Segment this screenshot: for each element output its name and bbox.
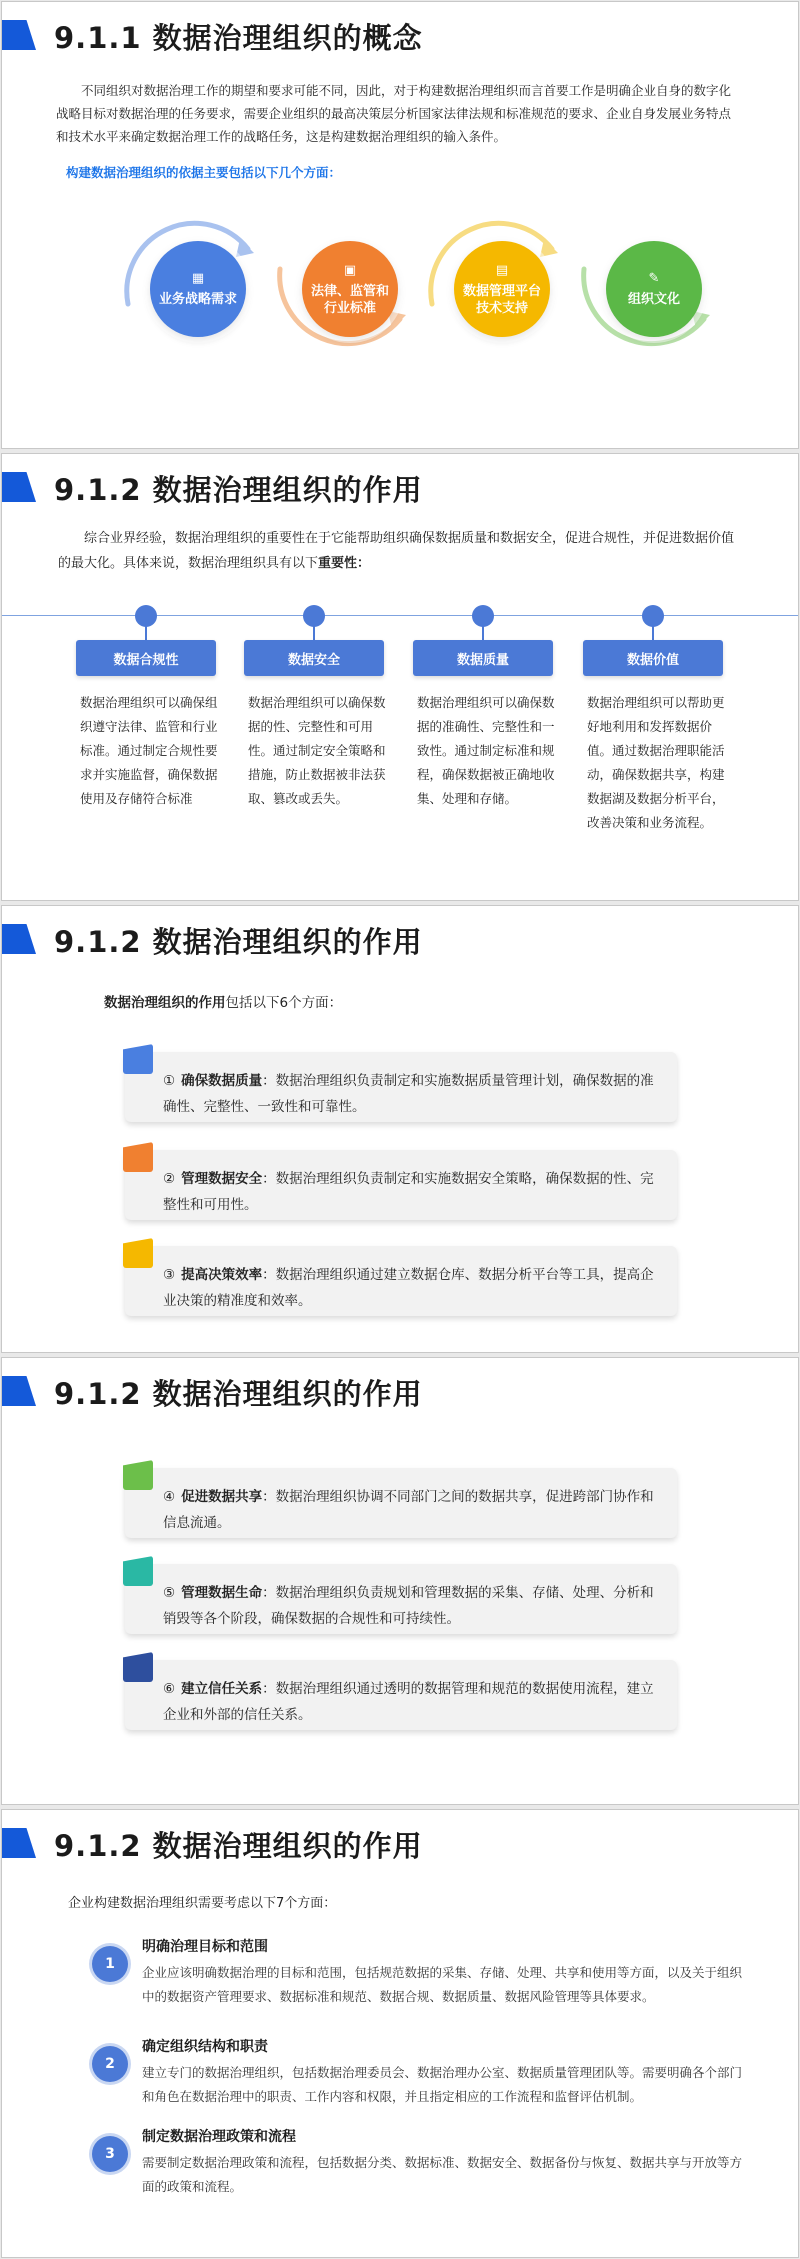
step-description: 建立专门的数据治理组织，包括数据治理委员会、数据治理办公室、数据质量管理团队等。需要明确各个部门和角色在数据治理中的职责、工作内容和权限，并且指定相应的工作流程和监督评估机制。 (142, 2065, 743, 2104)
title-marker-icon (2, 924, 36, 954)
step-title: 明确治理目标和范围 (142, 1939, 268, 1955)
importance-label: 数据合规性 (76, 640, 216, 676)
roles-intro-bold: 数据治理组织的作用 (104, 995, 226, 1011)
card-number: ④ (163, 1489, 176, 1505)
basis-label: 法律、监管和行业标准 (310, 283, 389, 316)
slide-role-importance (1, 453, 799, 901)
slide-title: 9.1.2 数据治理组织的作用 (54, 1829, 423, 1863)
step-description: 需要制定数据治理政策和流程，包括数据分类、数据标准、数据安全、数据备份与恢复、数据共享与开放等方面的政策和流程。 (142, 2155, 743, 2194)
card-text: ：数据治理组织协调不同部门之间的数据共享，促进跨部门协作和信息流通。 (163, 1489, 654, 1531)
importance-description: 数据治理组织可以确保数据的准确性、完整性和一致性。通过制定标准和规程，确保数据被正确地收集、处理和存储。 (417, 695, 555, 806)
importance-description: 数据治理组织可以帮助更好地利用和发挥数据价值。通过数据治理职能活动，确保数据共享，构建数据湖及数据分析平台，改善决策和业务流程。 (587, 695, 725, 830)
timeline-connector (652, 626, 654, 640)
importance-label: 数据价值 (583, 640, 723, 676)
step-title: 确定组织结构和职责 (142, 2039, 268, 2055)
timeline-connector (482, 626, 484, 640)
card-tab-icon (123, 1652, 153, 1682)
card-text: ：数据治理组织负责规划和管理数据的采集、存储、处理、分析和销毁等各个阶段，确保数据的合规性和可持续性。 (163, 1585, 654, 1627)
step-number: 2 (92, 2046, 128, 2082)
importance-description: 数据治理组织可以确保组织遵守法律、监管和行业标准。通过制定合规性要求并实施监督，确保数据使用及存储符合标准 (80, 695, 218, 806)
document-icon: ▦ (191, 271, 205, 286)
card-number: ⑥ (163, 1681, 176, 1697)
step-title: 制定数据治理政策和流程 (142, 2129, 296, 2145)
slide-build-considerations (1, 1809, 799, 2258)
slide-role-list-2 (1, 1357, 799, 1805)
timeline-connector (145, 626, 147, 640)
card-heading: 管理数据生命 (181, 1585, 263, 1601)
slide-title: 9.1.2 数据治理组织的作用 (54, 473, 423, 507)
role-card (125, 1660, 677, 1730)
slide-title: 9.1.2 数据治理组织的作用 (54, 925, 423, 959)
timeline-dot (472, 605, 494, 627)
timeline-dot (642, 605, 664, 627)
basis-circle (606, 241, 702, 337)
card-heading: 建立信任关系 (181, 1681, 263, 1697)
importance-paragraph (58, 526, 740, 576)
card-heading: 促进数据共享 (181, 1489, 263, 1505)
card-text: ：数据治理组织负责制定和实施数据质量管理计划，确保数据的准确性、完整性、一致性和可靠性。 (163, 1073, 654, 1115)
card-tab-icon (123, 1238, 153, 1268)
card-text: ：数据治理组织通过建立数据仓库、数据分析平台等工具，提高企业决策的精准度和效率。 (163, 1267, 654, 1309)
card-number: ① (163, 1073, 176, 1089)
title-marker-icon (2, 1376, 36, 1406)
step-description: 企业应该明确数据治理的目标和范围，包括规范数据的采集、存储、处理、共享和使用等方面，以及关于组织中的数据资产管理要求、数据标准和规范、数据合规、数据质量、数据风险管理等具体要求。 (142, 1965, 743, 2004)
basis-circle-group (574, 209, 724, 359)
role-card (125, 1468, 677, 1538)
card-tab-icon (123, 1142, 153, 1172)
timeline-dot (135, 605, 157, 627)
card-tab-icon (123, 1556, 153, 1586)
role-card (125, 1150, 677, 1220)
roles-intro (104, 991, 342, 1011)
importance-label: 数据安全 (244, 640, 384, 676)
document-icon: ▤ (495, 262, 509, 278)
card-text: ：数据治理组织通过透明的数据管理和规范的数据使用流程，建立企业和外部的信任关系。 (163, 1681, 654, 1723)
basis-circle (150, 241, 246, 337)
considerations-intro: 企业构建数据治理组织需要考虑以下7个方面： (68, 1896, 337, 1911)
timeline-connector (313, 626, 315, 640)
basis-label: 组织文化 (627, 292, 680, 307)
card-heading: 提高决策效率 (181, 1267, 263, 1283)
step-number: 3 (92, 2136, 128, 2172)
role-card (125, 1564, 677, 1634)
importance-label: 数据质量 (413, 640, 553, 676)
intro-paragraph: 不同组织对数据治理工作的期望和要求可能不同，因此，对于构建数据治理组织而言首要工作是明确企业自身的数字化战略目标对数据治理的任务要求，需要企业组织的最高决策层分析国家法律法规和标准规范的要求、企业自身发展业务特点和技术水平来确定数据治理工作的战略任务，这是构建数据治理组织的输入条件。 (56, 83, 732, 144)
basis-circle (454, 241, 550, 337)
basis-heading: 构建数据治理组织的依据主要包括以下几个方面： (66, 165, 342, 180)
basis-label: 业务战略需求 (158, 292, 237, 307)
card-heading: 管理数据安全 (181, 1171, 263, 1187)
card-heading: 确保数据质量 (181, 1073, 263, 1089)
role-card (125, 1052, 677, 1122)
title-marker-icon (2, 20, 36, 50)
card-number: ⑤ (163, 1585, 176, 1601)
basis-circle-group (118, 209, 268, 359)
basis-circle-group (422, 209, 572, 359)
slide-concept (1, 1, 799, 449)
card-tab-icon (123, 1044, 153, 1074)
card-tab-icon (123, 1460, 153, 1490)
title-marker-icon (2, 472, 36, 502)
timeline-line (2, 615, 799, 616)
timeline-dot (303, 605, 325, 627)
roles-intro-rest: 包括以下6个方面： (225, 995, 343, 1011)
slide-title: 9.1.1 数据治理组织的概念 (54, 21, 423, 55)
slide-title: 9.1.2 数据治理组织的作用 (54, 1377, 423, 1411)
card-number: ③ (163, 1267, 176, 1283)
basis-circle-group (270, 209, 420, 359)
basis-label: 数据管理平台技术支持 (462, 283, 541, 316)
document-icon: ✎ (648, 271, 660, 286)
basis-circle (302, 241, 398, 337)
slide-role-list-1 (1, 905, 799, 1353)
importance-bold: 重要性： (318, 556, 371, 571)
document-icon: ▣ (343, 262, 357, 278)
card-text: ：数据治理组织负责制定和实施数据安全策略，确保数据的性、完整性和可用性。 (163, 1171, 654, 1213)
title-marker-icon (2, 1828, 36, 1858)
importance-description: 数据治理组织可以确保数据的性、完整性和可用性。通过制定安全策略和措施，防止数据被非法获取、篡改或丢失。 (248, 695, 386, 806)
role-card (125, 1246, 677, 1316)
step-number: 1 (92, 1946, 128, 1982)
importance-text: 综合业界经验，数据治理组织的重要性在于它能帮助组织确保数据质量和数据安全，促进合规性，并促进数据价值的最大化。具体来说，数据治理组织具有以下 (58, 531, 735, 571)
card-number: ② (163, 1171, 176, 1187)
